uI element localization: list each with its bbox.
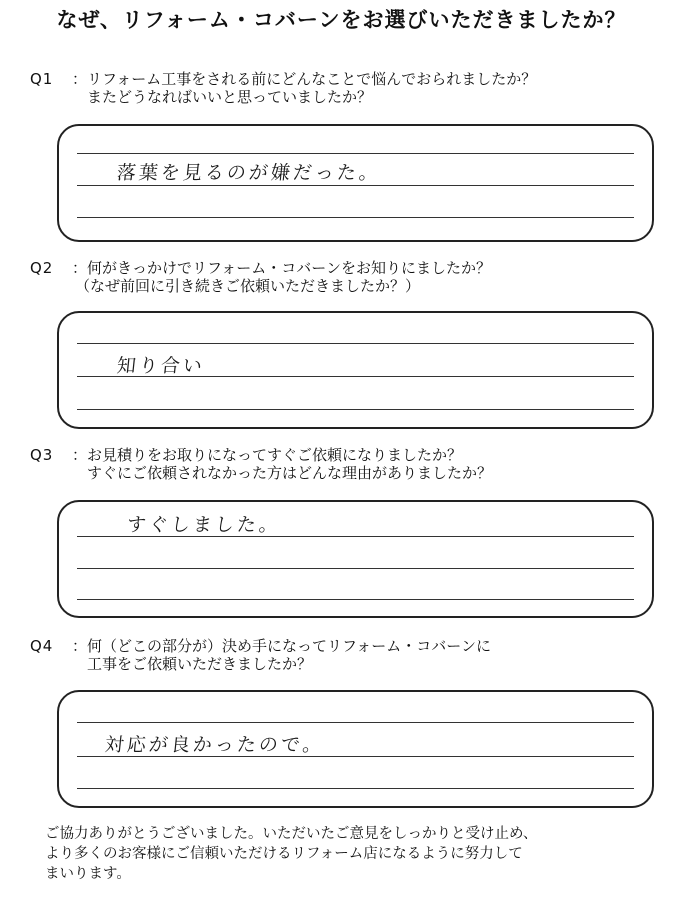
answer-box-2 (57, 311, 654, 429)
handwritten-answer: 知り合い (115, 355, 207, 377)
question-3 (30, 446, 492, 482)
question-text-continued: 工事をご依頼いただきましたか？ (87, 655, 313, 673)
writing-line (77, 568, 634, 569)
question-text: ：リフォーム工事をされる前にどんなことで悩んでおられましたか？ (72, 70, 537, 88)
handwritten-answer: 対応が良かったので。 (103, 734, 326, 756)
closing-message-line: ご協力ありがとうございました。いただいたご意見をしっかりと受け止め、 (45, 826, 538, 842)
question-2 (30, 259, 491, 295)
question-1 (30, 70, 536, 106)
question-text: ：お見積りをお取りになってすぐご依頼になりましたか？ (72, 446, 463, 464)
writing-line (77, 185, 634, 186)
writing-line (77, 599, 634, 600)
closing-message-line: まいります。 (45, 866, 131, 882)
handwritten-answer: すぐしました。 (125, 514, 283, 536)
answer-box-4 (57, 690, 654, 808)
closing-message-line: より多くのお客様にご信頼いただけるリフォーム店になるように努力して (45, 846, 523, 862)
writing-line (77, 788, 634, 789)
question-4 (30, 637, 491, 673)
closing-message (45, 824, 537, 884)
writing-line (77, 217, 634, 218)
question-text: ：何がきっかけでリフォーム・コバーンをお知りにましたか？ (72, 259, 491, 277)
writing-line (77, 409, 634, 410)
writing-line (77, 153, 634, 154)
question-number: Q2 (30, 259, 54, 277)
question-number: Q4 (30, 637, 54, 655)
question-text-continued: すぐにご依頼されなかった方はどんな理由がありましたか？ (87, 464, 493, 482)
writing-line (77, 343, 634, 344)
question-number: Q3 (30, 446, 54, 464)
handwritten-answer: 落葉を見るのが嫌だった。 (115, 162, 383, 184)
question-text-continued: またどうなればいいと思っていましたか？ (87, 88, 373, 106)
question-number: Q1 (30, 70, 54, 88)
writing-line (77, 722, 634, 723)
answer-box-1 (57, 124, 654, 242)
page-title: なぜ、リフォーム・コバーンをお選びいただきましたか？ (56, 8, 627, 32)
answer-box-3 (57, 500, 654, 618)
question-text-continued: （なぜ前回に引き続きご依頼いただきましたか？） (75, 277, 421, 295)
question-text: ：何（どこの部分が）決め手になってリフォーム・コバーンに (72, 637, 491, 655)
